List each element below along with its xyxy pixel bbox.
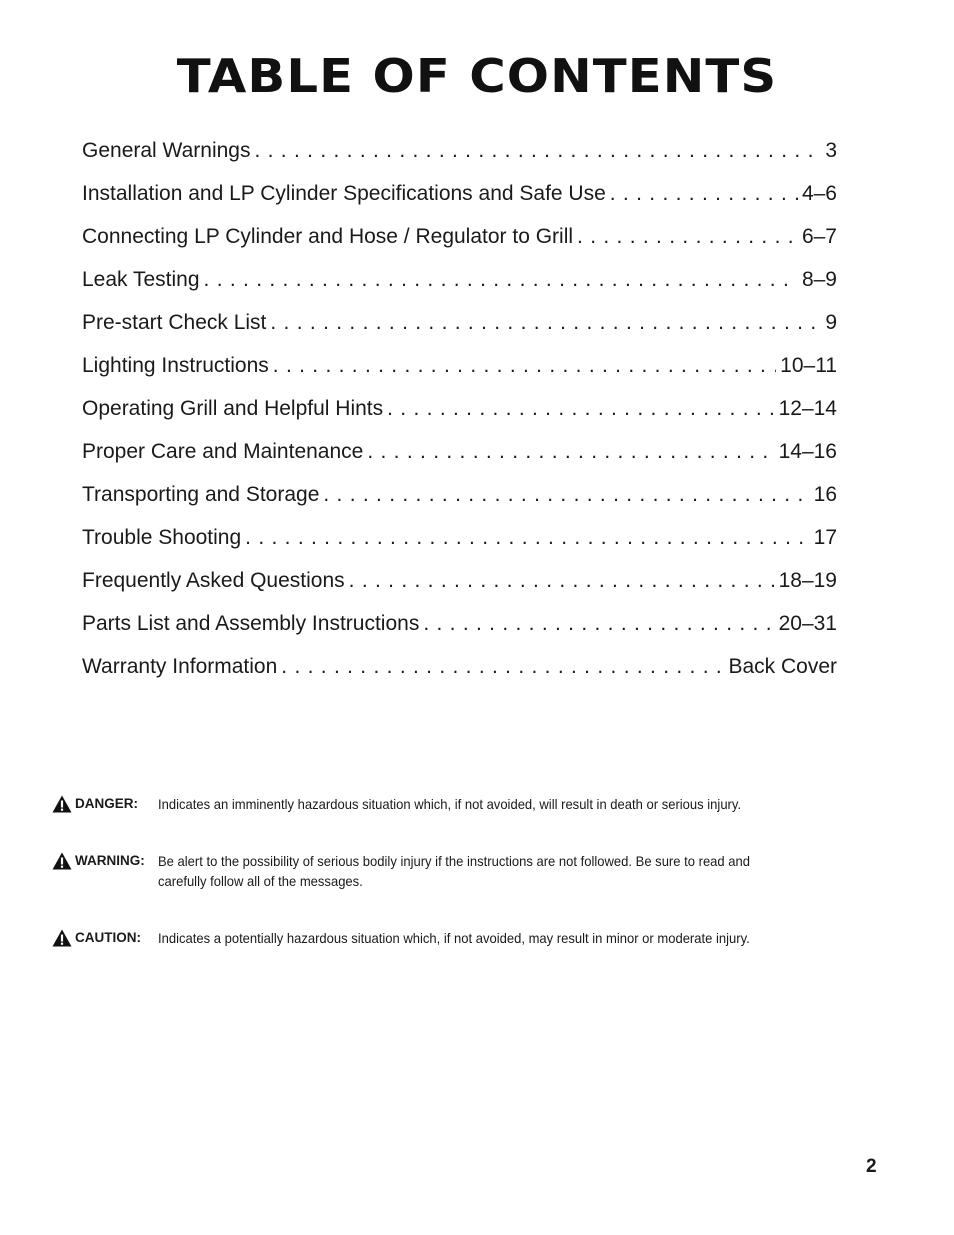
toc-dot-leader: [254, 129, 821, 172]
toc-entry-faq[interactable]: [82, 559, 837, 602]
danger-notice: [52, 794, 842, 814]
danger-text: Indicates an imminently hazardous situation which, if not avoided, will result in death or serious injury.: [158, 796, 742, 812]
toc-entry-label: Frequently Asked Questions: [82, 569, 345, 592]
toc-entry-page: Back Cover: [728, 655, 837, 678]
toc-dot-leader: [270, 301, 821, 344]
toc-entry-page: 3: [825, 139, 837, 162]
toc-dot-leader: [245, 516, 809, 559]
toc-entry-proper-care[interactable]: [82, 430, 837, 473]
toc-dot-leader: [323, 473, 809, 516]
warning-triangle-icon: [52, 929, 72, 947]
toc-entry-page: 18–19: [778, 569, 837, 592]
toc-entry-label: Trouble Shooting: [82, 526, 242, 549]
toc-entry-leak-testing[interactable]: [82, 258, 837, 301]
toc-entry-parts-list[interactable]: [82, 602, 837, 645]
toc-dot-leader: [367, 430, 774, 473]
toc-entry-label: Lighting Instructions: [82, 354, 269, 377]
toc-entry-page: 8–9: [801, 268, 837, 291]
toc-entry-page: 9: [825, 311, 837, 334]
caution-label: CAUTION:: [75, 930, 141, 945]
toc-dot-leader: [577, 215, 798, 258]
toc-dot-leader: [387, 387, 774, 430]
toc-dot-leader: [423, 602, 774, 645]
toc-entry-operating-grill[interactable]: [82, 387, 837, 430]
warning-notice: [52, 851, 842, 891]
page-title: TABLE OF CONTENTS: [176, 49, 778, 103]
toc-entry-label: Installation and LP Cylinder Specifications and Safe Use: [82, 182, 606, 205]
toc-entry-label: Pre-start Check List: [82, 311, 267, 334]
toc-entry-trouble-shooting[interactable]: [82, 516, 837, 559]
toc-dot-leader: [610, 172, 798, 215]
toc-dot-leader: [273, 344, 776, 387]
toc-entry-label: Proper Care and Maintenance: [82, 440, 364, 463]
warning-triangle-icon: [52, 852, 72, 870]
toc-dot-leader: [349, 559, 775, 602]
notice-label: [52, 794, 158, 814]
notice-label: [52, 851, 158, 871]
toc-entry-general-warnings[interactable]: [82, 129, 837, 172]
safety-notices: [52, 794, 842, 948]
toc-entry-page: 17: [813, 526, 837, 549]
toc-entry-lighting-instructions[interactable]: [82, 344, 837, 387]
warning-label: WARNING:: [75, 853, 145, 868]
toc-entry-label: Connecting LP Cylinder and Hose / Regulator to Grill: [82, 225, 574, 248]
toc-entry-pre-start-check-list[interactable]: [82, 301, 837, 344]
toc-entry-page: 6–7: [801, 225, 837, 248]
toc-entry-warranty[interactable]: [82, 645, 837, 688]
toc-entry-label: Parts List and Assembly Instructions: [82, 612, 420, 635]
toc-entry-page: 4–6: [801, 182, 837, 205]
toc-entry-transporting-storage[interactable]: [82, 473, 837, 516]
danger-label: DANGER:: [75, 796, 138, 811]
caution-notice: [52, 928, 842, 948]
toc-entry-page: 12–14: [778, 397, 837, 420]
warning-triangle-icon: [52, 795, 72, 813]
page-number: 2: [866, 1156, 877, 1177]
toc-entry-label: Operating Grill and Helpful Hints: [82, 397, 384, 420]
toc-entry-label: Transporting and Storage: [82, 483, 320, 506]
toc-entry-label: General Warnings: [82, 139, 251, 162]
toc-dot-leader: [281, 645, 724, 688]
toc-entry-connecting-lp-cylinder[interactable]: [82, 215, 837, 258]
toc-entry-label: Warranty Information: [82, 655, 278, 678]
notice-label: [52, 928, 158, 948]
toc-entry-page: 10–11: [780, 354, 837, 377]
table-of-contents: [82, 129, 837, 688]
toc-dot-leader: [204, 258, 798, 301]
toc-entry-label: Leak Testing: [82, 268, 200, 291]
toc-entry-installation[interactable]: [82, 172, 837, 215]
toc-entry-page: 16: [813, 483, 837, 506]
caution-text: Indicates a potentially hazardous situation which, if not avoided, may result in minor or moderate injury.: [158, 930, 750, 946]
toc-entry-page: 20–31: [778, 612, 837, 635]
warning-text: Be alert to the possibility of serious bodily injury if the instructions are not followed. Be sure to read and carefully follow all of the messages.: [158, 853, 751, 889]
toc-entry-page: 14–16: [778, 440, 837, 463]
